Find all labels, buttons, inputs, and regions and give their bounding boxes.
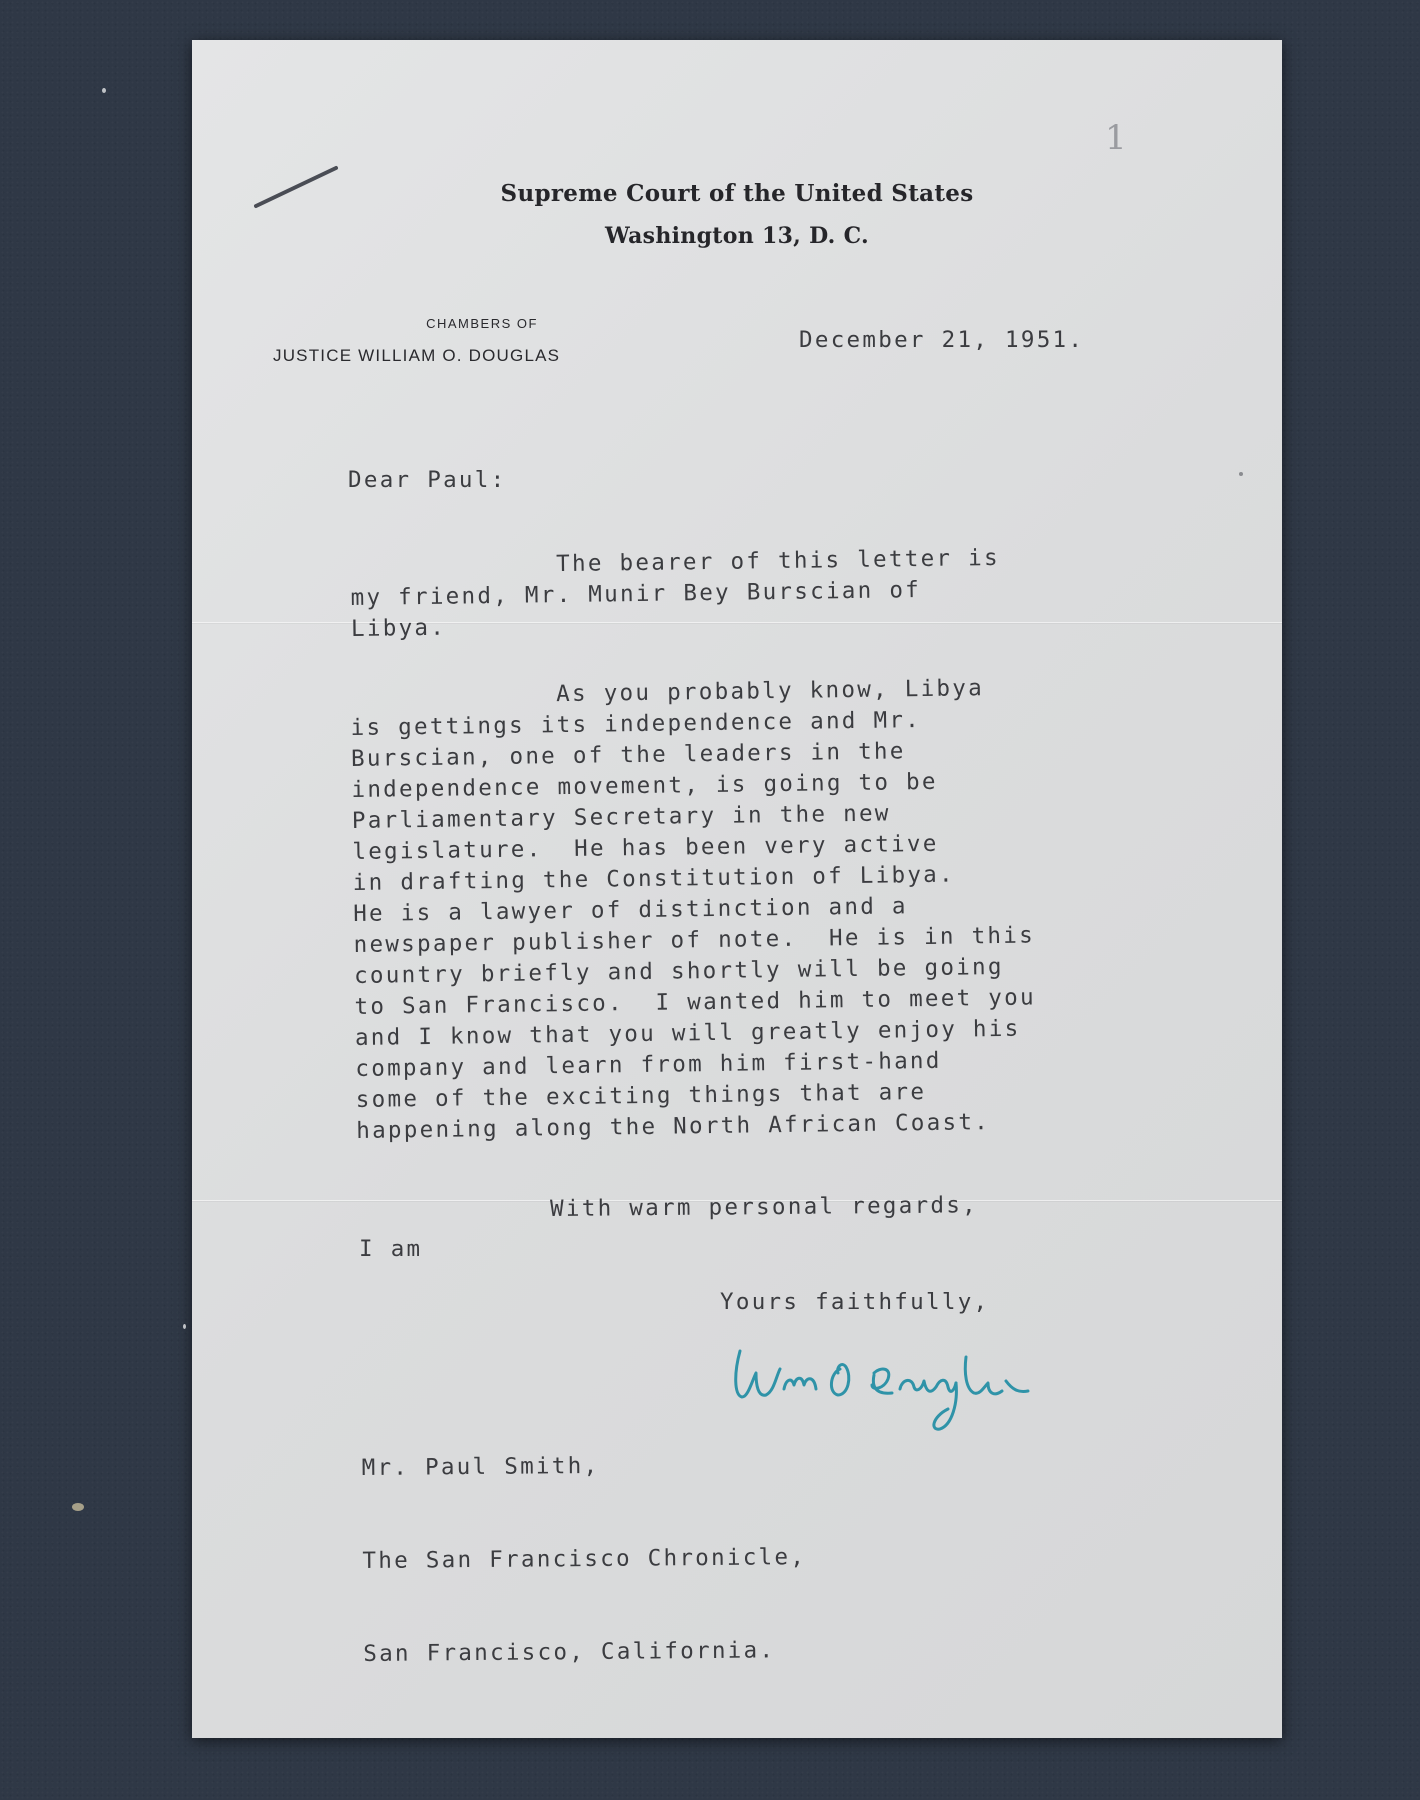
- pen-stroke-mark: [252, 160, 342, 210]
- salutation: Dear Paul:: [348, 467, 507, 493]
- paper-speck: [1239, 472, 1243, 476]
- letterhead-city: Washington 13, D. C.: [605, 223, 869, 249]
- recipient-line-1: Mr. Paul Smith,: [361, 1452, 600, 1481]
- background-speck: [102, 88, 106, 93]
- letter-paper: [192, 40, 1282, 1738]
- closing-sign-off: Yours faithfully,: [720, 1289, 990, 1315]
- background-speck: [183, 1324, 186, 1329]
- page-number-mark: 1: [1105, 118, 1127, 158]
- body-paragraph-2: As you probably know, Libya is gettings its independence and Mr. Burscian, one of the leaders in the independence movement, is going to be Parliamentary Secretary in the new legislature. He has been very active in drafting the Constitution of Libya. He is a lawyer of distinction and a newspaper publisher of note. He is in this country briefly and shortly will be going to San Francisco. I wanted him to meet you and I know that you will greatly enjoy his company and learn from him first-hand some of the exciting things that are happening along the North African Coast.: [350, 675, 1037, 1144]
- body-paragraph-1: The bearer of this letter is my friend, Mr. Munir Bey Burscian of Libya.: [350, 544, 1001, 642]
- closing-regards: With warm personal regards,: [550, 1192, 979, 1222]
- recipient-line-3: San Francisco, California.: [363, 1637, 776, 1667]
- recipient-address: [361, 1387, 808, 1732]
- letter-date: December 21, 1951.: [799, 327, 1085, 353]
- letterhead-chambers-of: CHAMBERS OF: [426, 316, 538, 331]
- letterhead-court: Supreme Court of the United States: [500, 180, 974, 207]
- recipient-line-2: The San Francisco Chronicle,: [362, 1544, 807, 1574]
- closing-i-am: I am: [359, 1236, 423, 1262]
- background-debris: [72, 1503, 84, 1511]
- letterhead-justice-name: JUSTICE WILLIAM O. DOUGLAS: [273, 346, 561, 365]
